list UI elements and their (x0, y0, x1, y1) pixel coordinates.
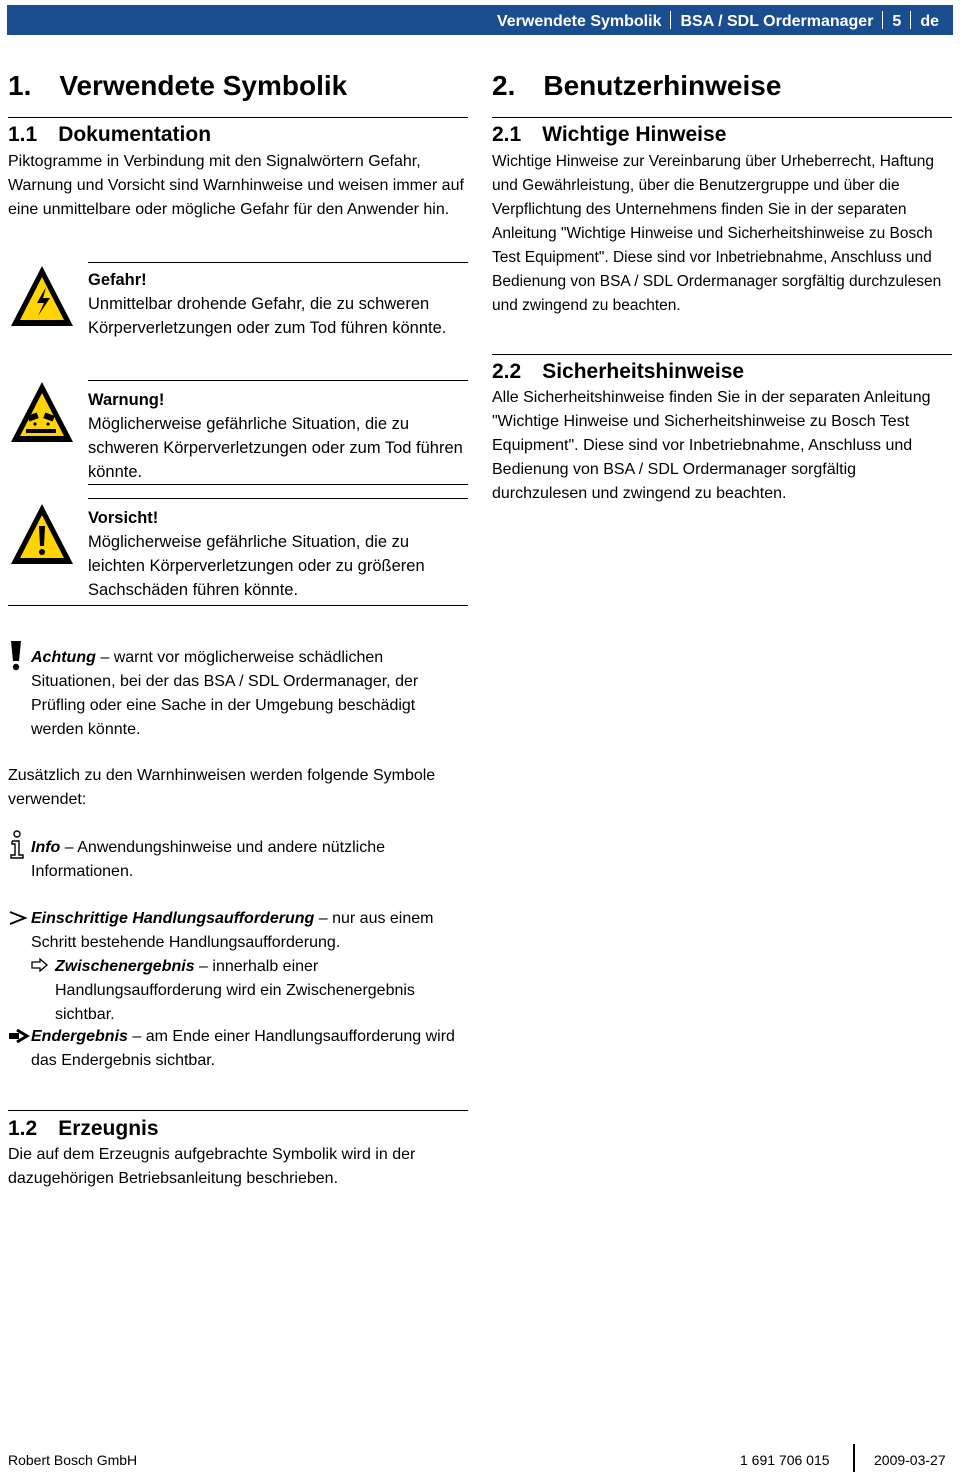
footer-company: Robert Bosch GmbH (8, 1452, 138, 1468)
header-section: Verwendete Symbolik (496, 13, 662, 30)
interim-result-icon (31, 958, 49, 972)
signal-word-warning: Warnung! (88, 391, 165, 409)
final-note (31, 1025, 471, 1073)
footer-date: 2009-03-27 (874, 1452, 946, 1468)
warning-rule (88, 380, 468, 381)
general-warning-icon (8, 500, 76, 572)
header-page-number: 5 (892, 13, 902, 30)
divider (8, 117, 468, 118)
header-product: BSA / SDL Ordermanager (680, 13, 874, 30)
divider (492, 354, 952, 355)
final-label: Endergebnis (31, 1028, 128, 1045)
warning-caution (88, 506, 470, 602)
info-icon (8, 830, 26, 860)
step-label: Einschrittige Handlungsaufforderung (31, 910, 315, 927)
warning-rule (8, 605, 468, 606)
section-1-2-text: Die auf dem Erzeugnis aufgebrachte Symbolik wird in der dazugehörigen Betriebsanleitung beschrieben. (8, 1146, 416, 1187)
page-header (7, 5, 953, 35)
info-dash: – (64, 839, 74, 856)
interim-dash: – (199, 958, 208, 975)
signal-word-danger: Gefahr! (88, 271, 147, 289)
warning-rule (88, 484, 468, 485)
achtung-dash: – (100, 649, 110, 666)
signal-word-caution: Vorsicht! (88, 509, 159, 527)
achtung-label: Achtung (31, 649, 96, 666)
section-1-1-title: 1.1 Dokumentation (8, 123, 212, 146)
final-result-icon (8, 1028, 30, 1044)
warning-warning (88, 388, 470, 484)
section-2-1-text: Wichtige Hinweise zur Vereinbarung über Urheberrecht, Haftung und Gewährleistung, über die Benutzergruppe und über die Verpflichtung des Unternehmens finden Sie in der separaten Anleitung "Wichtige Hinweise und Sicherheitshinweise zu Bosch Test Equipment". Diese sind vor Inbetriebnahme, Anschluss und Bedienung von BSA / SDL Ordermanager sorgfältig durchzulesen und zwingend zu beachten. (492, 153, 942, 314)
divider (8, 1110, 468, 1111)
warning-danger (88, 268, 470, 340)
header-divider (670, 11, 671, 29)
warning-rule (88, 262, 468, 263)
info-note (31, 836, 471, 884)
achtung-text: warnt vor möglicherweise schädlichen Situationen, bei der das BSA / SDL Ordermanager, der Prüfling oder eine Sache in der Umgebung beschädigt werden könnte. (31, 649, 419, 738)
section-2-title: 2. Benutzerhinweise (492, 70, 782, 101)
section-2-2-title: 2.2 Sicherheitshinweise (492, 360, 745, 383)
interim-text: innerhalb einer Handlungsaufforderung wird ein Zwischenergebnis sichtbar. (55, 958, 415, 1023)
step-note (31, 907, 471, 955)
exclamation-icon (8, 640, 24, 672)
interim-label: Zwischenergebnis (55, 958, 195, 975)
section-1-title: 1. Verwendete Symbolik (8, 70, 348, 101)
footer-doc-number: 1 691 706 015 (740, 1452, 830, 1468)
warning-warning-text: Möglicherweise gefährliche Situation, die zu schweren Körperverletzungen oder zum Tod führen könnte. (88, 415, 463, 481)
footer-divider (853, 1444, 855, 1472)
header-language: de (920, 13, 939, 30)
section-1-1-text: Piktogramme in Verbindung mit den Signalwörtern Gefahr, Warnung und Vorsicht sind Warnhinweise und weisen immer auf eine unmittelbare oder mögliche Gefahr für den Anwender hin. (8, 153, 464, 218)
warning-rule (88, 498, 468, 499)
action-arrow-icon (8, 910, 28, 926)
section-2-2-text: Alle Sicherheitshinweise finden Sie in der separaten Anleitung "Wichtige Hinweise und Sicherheitshinweise zu Bosch Test Equipment". Diese sind vor Inbetriebnahme, Anschluss und Bedienung von BSA / SDL Ordermanager sorgfältig durchzulesen und zwingend zu beachten. (492, 389, 931, 502)
corrosive-hazard-icon (8, 378, 76, 450)
achtung-note (31, 646, 471, 742)
electric-hazard-icon (8, 262, 76, 334)
info-text: Anwendungshinweise und andere nützliche Informationen. (31, 839, 386, 880)
info-label: Info (31, 839, 61, 856)
step-dash: – (318, 910, 328, 927)
section-1-2-title: 1.2 Erzeugnis (8, 1117, 159, 1140)
header-divider (882, 11, 883, 29)
final-text: am Ende einer Handlungsaufforderung wird das Endergebnis sichtbar. (31, 1028, 455, 1069)
warning-danger-text: Unmittelbar drohende Gefahr, die zu schweren Körperverletzungen oder zum Tod führen könnte. (88, 295, 447, 337)
additional-symbols-intro: Zusätzlich zu den Warnhinweisen werden folgende Symbole verwendet: (8, 767, 436, 808)
divider (492, 117, 952, 118)
section-2-1-title: 2.1 Wichtige Hinweise (492, 123, 727, 146)
final-dash: – (132, 1028, 142, 1045)
header-text (497, 11, 939, 31)
warning-caution-text: Möglicherweise gefährliche Situation, die zu leichten Körperverletzungen oder zu größeren Sachschäden führen könnte. (88, 533, 425, 599)
header-divider (910, 11, 911, 29)
interim-note (55, 955, 470, 1027)
step-text: nur aus einem Schritt bestehende Handlungsaufforderung. (31, 910, 434, 951)
